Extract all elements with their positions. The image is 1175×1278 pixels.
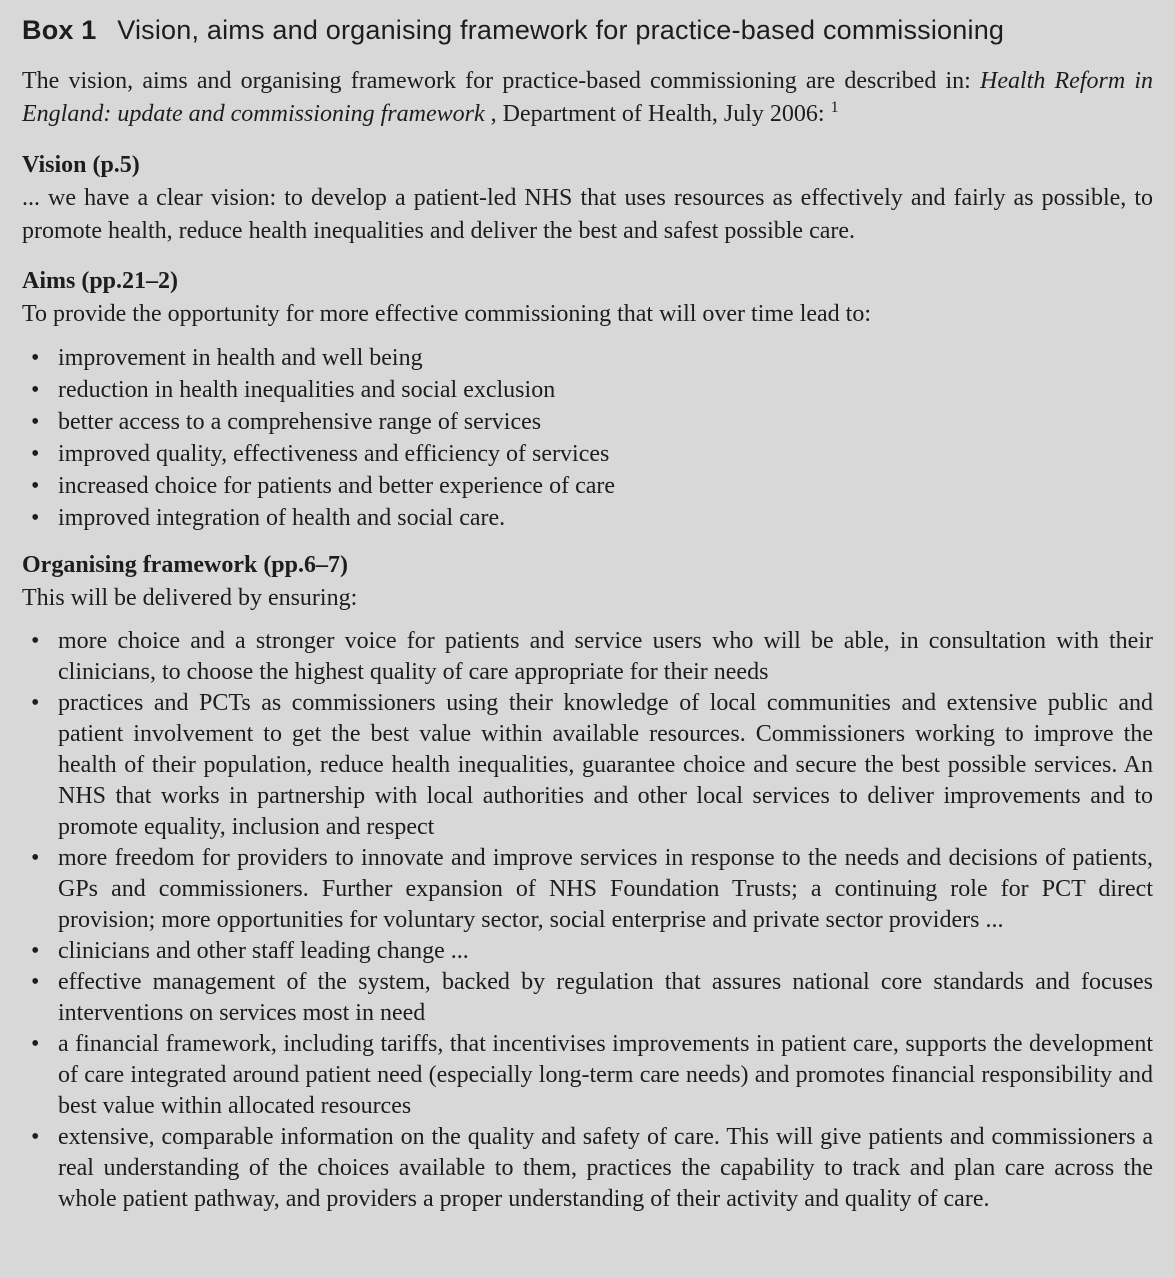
bullet-list-item: • more choice and a stronger voice for patients and service users who will be able, in consultation with their clinicians, to choose the highest quality of care appropriate for their needs — [22, 626, 1153, 688]
vision-body: ... we have a clear vision: to develop a patient-led NHS that uses resources as effectively and fairly as possible, to promote health, reduce health inequalities and deliver the best and safest possible care. — [22, 185, 1153, 244]
vision-heading: Vision (p.5) — [22, 152, 140, 178]
intro-paragraph — [22, 65, 1153, 131]
bullet-list-item: • better access to a comprehensive range of services — [22, 406, 1153, 438]
bullet-list-item: • improved integration of health and social care. — [22, 502, 1153, 534]
framework-bullet-list — [22, 626, 1153, 1215]
section-aims — [22, 265, 1153, 534]
intro-text-pre: The vision, aims and organising framework for practice-based commissioning are described in: — [22, 68, 981, 94]
bullet-list-item: • clinicians and other staff leading change ... — [22, 936, 1153, 967]
aims-bullet-list — [22, 342, 1153, 534]
bullet-list-item: • increased choice for patients and better experience of care — [22, 470, 1153, 502]
bullet-list-item: • improved quality, effectiveness and efficiency of services — [22, 438, 1153, 470]
box-title-text: Vision, aims and organising framework for practice-based commissioning — [117, 15, 1005, 45]
aims-body: To provide the opportunity for more effective commissioning that will over time lead to: — [22, 301, 872, 327]
bullet-list-item: • improvement in health and well being — [22, 342, 1153, 374]
section-organising-framework — [22, 549, 1153, 1215]
bullet-list-item: • effective management of the system, backed by regulation that assures national core standards and focuses interventions on services most in need — [22, 967, 1153, 1029]
bullet-list-item: • reduction in health inequalities and social exclusion — [22, 374, 1153, 406]
bullet-list-item: • more freedom for providers to innovate and improve services in response to the needs and decisions of patients, GPs and commissioners. Further expansion of NHS Foundation Trusts; a continuing role for PCT direct provision; more opportunities for voluntary sector, social enterprise and private sector providers ... — [22, 843, 1153, 936]
bullet-list-item: • extensive, comparable information on the quality and safety of care. This will give patients and commissioners a real understanding of the choices available to them, practices the capability to track and plan care across the whole patient pathway, and providers a proper understanding of their activity and quality of care. — [22, 1122, 1153, 1215]
organising-framework-body: This will be delivered by ensuring: — [22, 585, 358, 611]
aims-heading: Aims (pp.21–2) — [22, 268, 179, 294]
box-label: Box 1 — [22, 15, 97, 45]
footnote-reference: 1 — [830, 99, 839, 116]
intro-text-post: , Department of Health, July 2006: — [490, 101, 825, 127]
bullet-list-item: • a financial framework, including tariffs, that incentivises improvements in patient care, supports the development of care integrated around patient need (especially long-term care needs) and promotes financial responsibility and best value within allocated resources — [22, 1029, 1153, 1122]
section-vision — [22, 149, 1153, 248]
intro-citation-italic: Health Reform in England: update and commissioning framework — [22, 68, 1153, 127]
box-title — [22, 12, 1153, 48]
organising-framework-heading: Organising framework (pp.6–7) — [22, 552, 348, 578]
bullet-list-item: • practices and PCTs as commissioners using their knowledge of local communities and extensive public and patient involvement to get the best value within available resources. Commissioners working to improve the health of their population, reduce health inequalities, guarantee choice and secure the best possible services. An NHS that works in partnership with local authorities and other local services to deliver improvements and to promote equality, inclusion and respect — [22, 688, 1153, 843]
